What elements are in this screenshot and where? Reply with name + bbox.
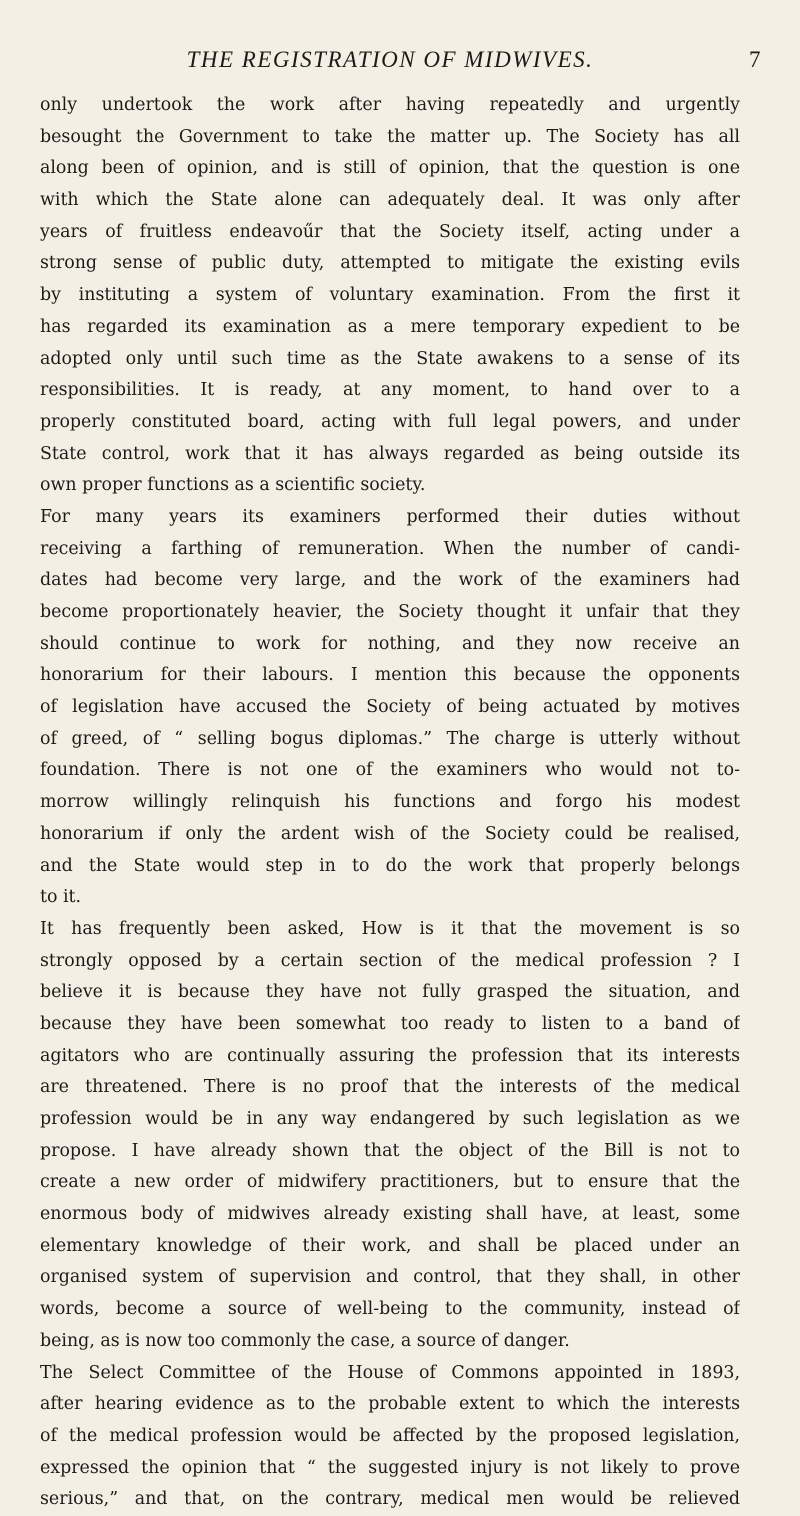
text-line: enormous body of midwives already existing shall have, at least, some: [40, 1204, 740, 1225]
text-line: after hearing evidence as to the probable extent to which the interests: [40, 1394, 740, 1415]
text-line: elementary knowledge of their work, and shall be placed under an: [40, 1235, 740, 1256]
running-header: [40, 44, 762, 76]
text-line: of greed, of “ selling bogus diplomas.” The charge is utterly without: [40, 728, 740, 749]
text-line: create a new order of midwifery practitioners, but to ensure that the: [40, 1172, 740, 1193]
text-line: responsibilities. It is ready, at any moment, to hand over to a: [40, 380, 740, 401]
text-line: being, as is now too commonly the case, a source of danger.: [40, 1330, 570, 1351]
text-line: dates had become very large, and the work of the examiners had: [40, 570, 740, 591]
text-line: with which the State alone can adequately deal. It was only after: [40, 190, 740, 211]
text-line: State control, work that it has always regarded as being outside its: [40, 443, 740, 464]
text-line: to it.: [40, 887, 82, 908]
text-line: are threatened. There is no proof that the interests of the medical: [40, 1077, 740, 1098]
text-line: years of fruitless endeavoűr that the Society itself, acting under a: [40, 221, 740, 242]
page-number: 7: [749, 47, 762, 72]
text-line: adopted only until such time as the State awakens to a sense of its: [40, 348, 740, 369]
text-line: expressed the opinion that “ the suggested injury is not likely to prove: [40, 1457, 740, 1478]
text-line: receiving a farthing of remuneration. When the number of candi-: [40, 538, 740, 559]
text-line: propose. I have already shown that the object of the Bill is not to: [40, 1140, 740, 1161]
text-line: by instituting a system of voluntary examination. From the first it: [40, 285, 740, 306]
text-line: It has frequently been asked, How is it that the movement is so: [40, 918, 740, 939]
text-line: profession would be in any way endangered by such legislation as we: [40, 1109, 740, 1129]
text-line: only undertook the work after having repeatedly and urgently: [40, 95, 740, 115]
book-page: [40, 44, 762, 1516]
text-line: strongly opposed by a certain section of the medical profession ? I: [40, 950, 740, 971]
text-line: words, become a source of well-being to the community, instead of: [40, 1299, 740, 1320]
text-line: has regarded its examination as a mere temporary expedient to be: [40, 316, 740, 337]
body-text: [40, 90, 740, 1516]
text-line: of legislation have accused the Society of being actuated by motives: [40, 697, 740, 718]
text-line: foundation. There is not one of the examiners who would not to-: [40, 760, 740, 781]
text-line: serious,” and that, on the contrary, medical men would be relieved: [40, 1489, 740, 1510]
running-title: THE REGISTRATION OF MIDWIVES.: [186, 47, 594, 72]
text-line: and the State would step in to do the work that properly belongs: [40, 855, 740, 876]
text-line: should continue to work for nothing, and they now receive an: [40, 633, 740, 654]
text-line: besought the Government to take the matter up. The Society has all: [40, 126, 740, 147]
text-line: strong sense of public duty, attempted to mitigate the existing evils: [40, 253, 740, 274]
text-line: honorarium for their labours. I mention this because the opponents: [40, 665, 740, 686]
text-line: because they have been somewhat too ready to listen to a band of: [40, 1013, 740, 1034]
text-line: honorarium if only the ardent wish of the Society could be realised,: [40, 823, 740, 844]
text-line: For many years its examiners performed their duties without: [40, 506, 740, 527]
text-line: believe it is because they have not fully grasped the situation, and: [40, 982, 740, 1003]
text-line: The Select Committee of the House of Commons appointed in 1893,: [40, 1362, 740, 1383]
text-line: own proper functions as a scientific society.: [40, 475, 426, 496]
text-line: agitators who are continually assuring the profession that its interests: [40, 1045, 740, 1066]
text-line: properly constituted board, acting with full legal powers, and under: [40, 411, 740, 432]
text-line: of the medical profession would be affected by the proposed legislation,: [40, 1425, 740, 1446]
text-line: morrow willingly relinquish his functions and forgo his modest: [40, 792, 740, 813]
text-line: organised system of supervision and control, that they shall, in other: [40, 1267, 740, 1288]
text-line: become proportionately heavier, the Society thought it unfair that they: [40, 602, 740, 622]
text-line: along been of opinion, and is still of opinion, that the question is one: [40, 158, 740, 179]
